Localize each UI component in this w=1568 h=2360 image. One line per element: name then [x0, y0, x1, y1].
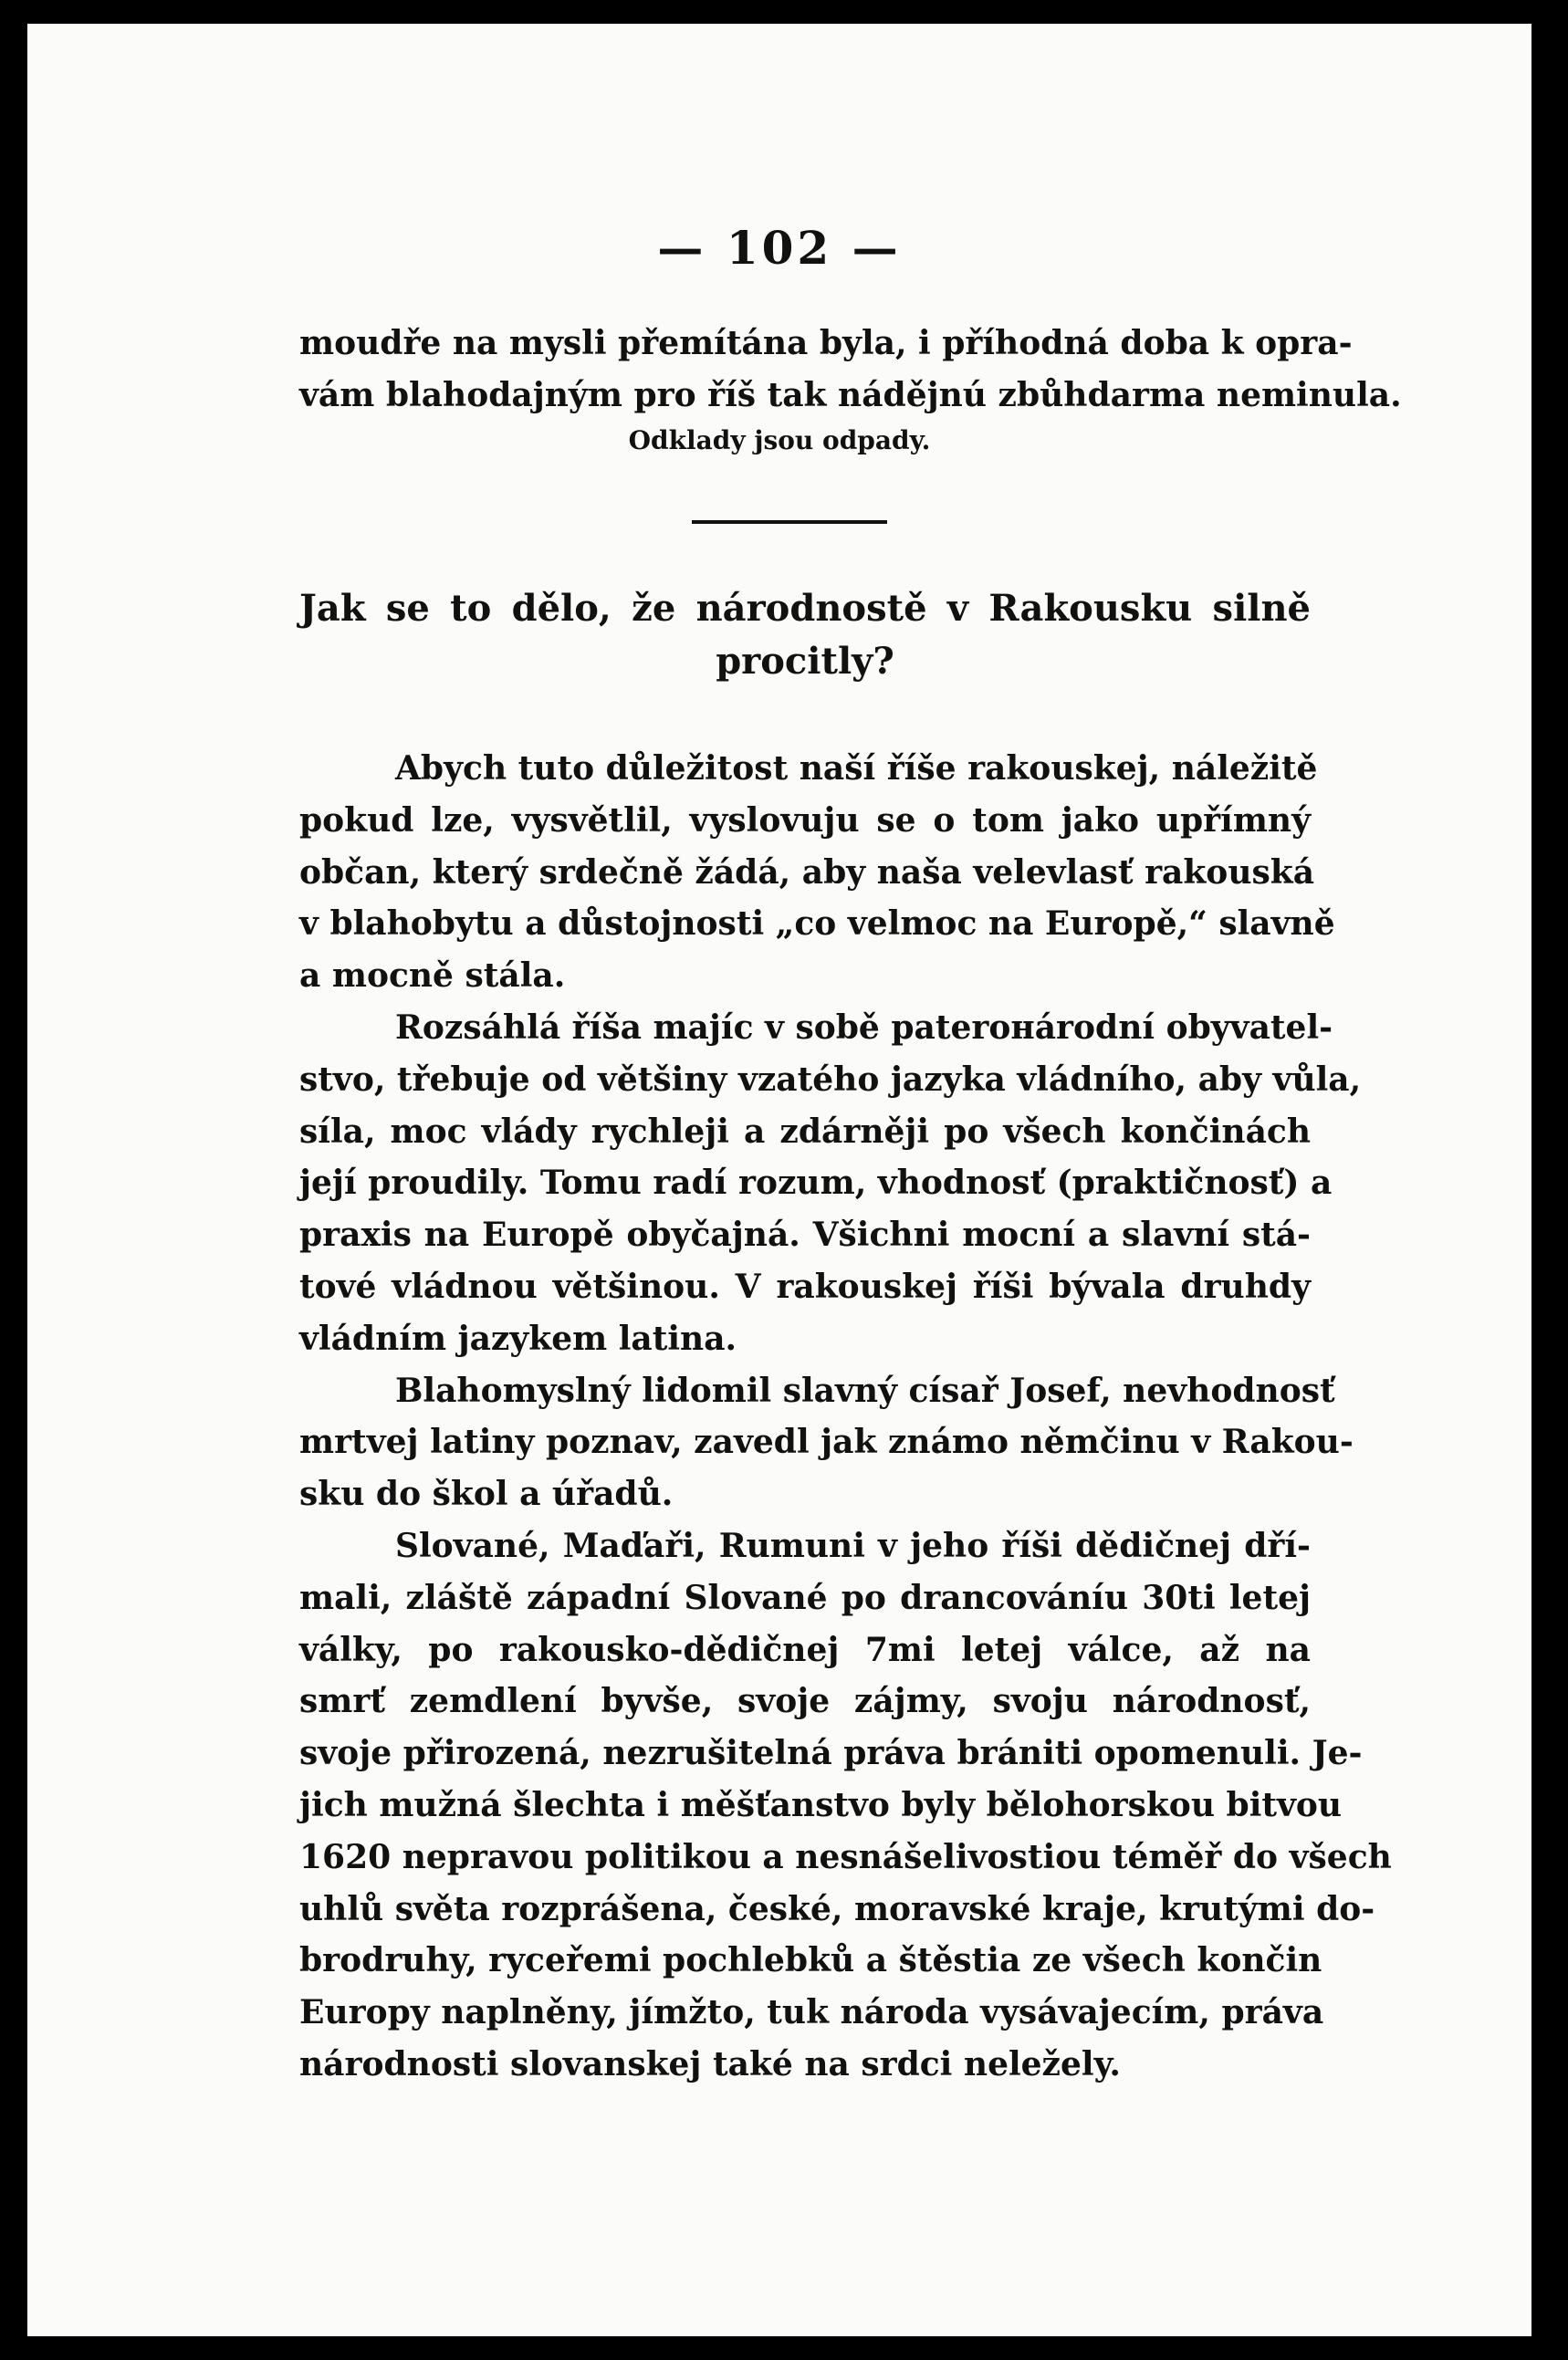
text-line: jich mužná šlechta i měšťanstvo byly bělohorskou bitvou	[299, 1785, 1343, 1824]
text-line: občan, který srdečně žádá, aby naša velevlasť rakouská	[299, 852, 1315, 892]
text-line: praxis na Europě obyčajná. Všichni mocní a slavní stá-	[299, 1216, 1311, 1255]
text-line: smrť zemdlení byvše, svoje zájmy, svoju národnosť,	[299, 1682, 1311, 1721]
text-line: Abych tuto důležitost naší říše rakouskej, náležitě	[395, 749, 1318, 788]
heading-line: procitly?	[716, 640, 894, 683]
text-line: pokud lze, vysvětlil, vyslovuju se o tom jako upřímný	[299, 800, 1311, 840]
page-number: — 102 —	[657, 221, 902, 275]
text-line: Blahomyslný lidomil slavný císař Josef, nevhodnosť	[395, 1371, 1335, 1410]
book-page	[27, 24, 1531, 2336]
text-line: mrtvej latiny poznav, zavedl jak známo němčinu v Rakou-	[299, 1423, 1354, 1462]
proverb-subheading: Odklady jsou odpady.	[628, 425, 931, 455]
text-line: uhlů světa rozprášena, české, moravské kraje, krutými do-	[299, 1889, 1375, 1928]
text-line: Europy naplněny, jímžto, tuk národa vysávajecím, práva	[299, 1993, 1324, 2032]
chapter-heading	[299, 582, 1311, 688]
paragraph	[299, 1365, 1354, 1520]
text-line: vám blahodajným pro říš tak nádějnú zbůhdarma neminula.	[299, 375, 1402, 414]
text-line: 1620 nepravou politikou a nesnášelivostiou téměř do všech	[299, 1837, 1392, 1876]
body-text	[299, 743, 1392, 2091]
paragraph	[299, 1520, 1392, 2091]
heading-line: Jak se to dělo, že národnostě v Rakousku silně	[299, 587, 1311, 630]
text-line: vládním jazykem latina.	[299, 1319, 737, 1358]
intro-text	[299, 318, 1402, 422]
paragraph	[299, 1002, 1362, 1365]
text-line: brodruhy, rycеřemi pochlebků a štěstia ze všech končin	[299, 1941, 1322, 1980]
text-line: moudře na mysli přemítána byla, i příhodná doba k opra-	[299, 324, 1353, 362]
text-line: tové vládnou většinou. V rakouskej říši bývala druhdy	[299, 1267, 1311, 1306]
text-line: stvo, třebuje od většiny vzatého jazyka vládního, aby vůla,	[299, 1060, 1362, 1099]
paragraph	[299, 743, 1335, 1002]
text-line: a mocně stála.	[299, 956, 566, 996]
text-line: svoje přirozená, nezrušitelná práva brániti opomenuli. Je-	[299, 1734, 1363, 1773]
text-line: v blahobytu a důstojnosti „co velmoc na Europě,“ slavně	[299, 904, 1335, 944]
text-line: sku do škol a úřadů.	[299, 1475, 674, 1514]
text-line: Slované, Maďaři, Rumuni v jeho říši dědičnej dří-	[395, 1526, 1311, 1565]
text-line: Rozsáhlá říša majíc v sobě paterонárodní obyvatel-	[395, 1008, 1333, 1047]
text-line: síla, moc vlády rychleji a zdárněji po všech končinách	[299, 1112, 1311, 1151]
text-line: národnosti slovanskej také na srdci nelеžely.	[299, 2044, 1121, 2083]
text-line: války, po rakousko-dědičnej 7mi letej válce, až na	[299, 1630, 1311, 1669]
text-line: mali, zláště západní Slované po drancováníu 30ti letej	[299, 1578, 1311, 1617]
section-divider	[692, 520, 887, 524]
text-line: její proudily. Tomu radí rozum, vhodnosť (praktičnosť) a	[299, 1164, 1333, 1203]
